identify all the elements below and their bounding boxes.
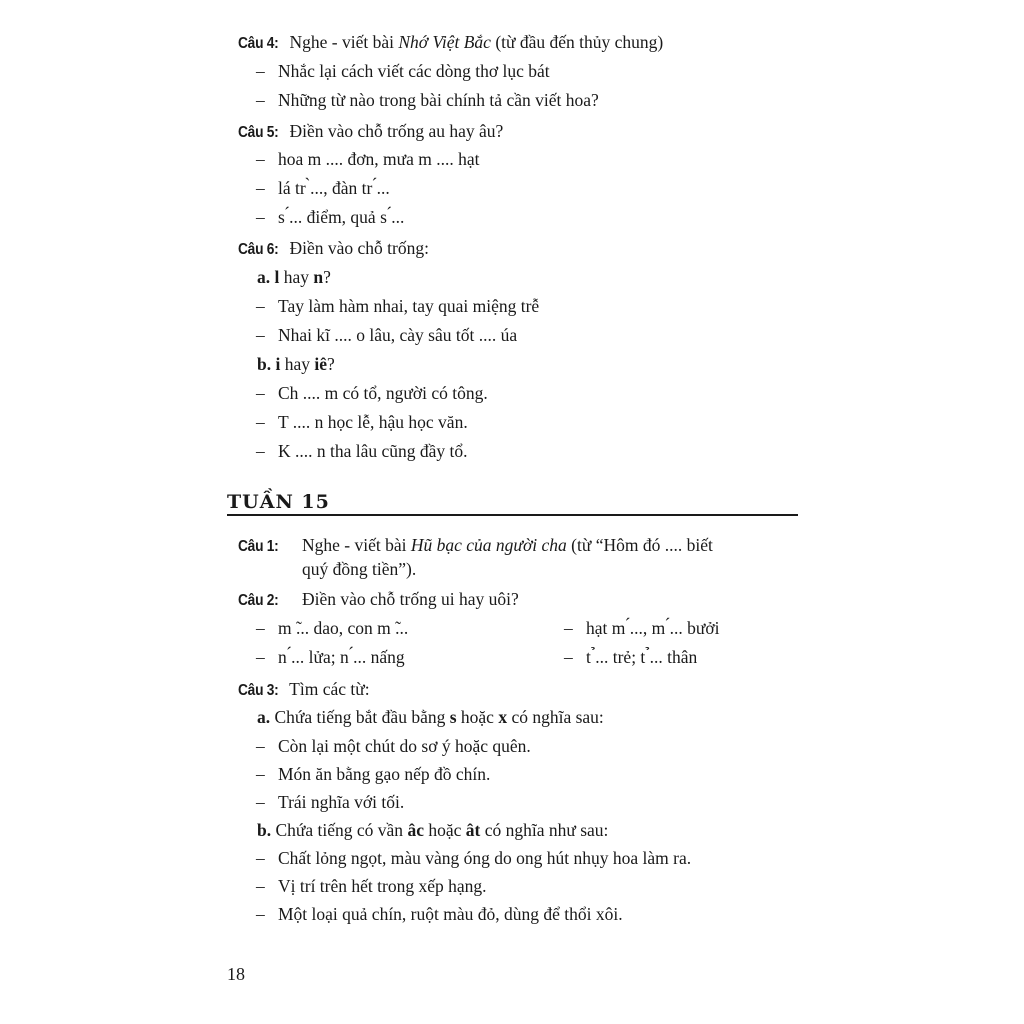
punct: ? — [327, 354, 335, 374]
dash: – — [564, 618, 573, 638]
item-text: Chất lỏng ngọt, màu vàng óng do ong hút nhụy hoa làm ra. — [278, 848, 692, 868]
dash: – — [256, 904, 265, 924]
list-item — [256, 382, 488, 404]
list-item — [564, 617, 719, 639]
item-text: hạt m ́..., m ́... bưởi — [586, 618, 720, 638]
list-item — [256, 60, 550, 82]
option: x — [498, 707, 508, 727]
dash: – — [256, 792, 265, 812]
item-text: Nhai kĩ .... o lâu, cày sâu tốt .... úa — [278, 325, 518, 345]
part-text: có nghĩa sau: — [507, 707, 604, 727]
w15-cau3-heading — [238, 678, 370, 702]
list-item — [256, 847, 691, 869]
list-item — [564, 646, 697, 668]
item-text: Tay làm hàm nhai, tay quai miệng trễ — [278, 296, 540, 316]
list-item — [256, 89, 599, 111]
dash: – — [256, 618, 265, 638]
item-text: t ̉... trẻ; t ̉... thân — [586, 647, 698, 667]
part-letter: a. — [257, 267, 271, 287]
list-item — [256, 324, 517, 346]
part-text: có nghĩa như sau: — [480, 820, 609, 840]
cau6-part-a — [257, 266, 331, 288]
item-text: n ́... lửa; n ́... nấng — [278, 647, 405, 667]
cau6-heading — [238, 237, 429, 261]
week-title: TUẦN 15 — [227, 491, 330, 513]
part-letter: b. — [257, 354, 272, 374]
cau6-label: Câu 6: — [238, 241, 279, 258]
dash: – — [256, 736, 265, 756]
cau6-text: Điền vào chỗ trống: — [285, 238, 429, 258]
dash: – — [256, 441, 265, 461]
w15-cau2-label: Câu 2: — [238, 592, 279, 609]
cau4-title: Nhớ Việt Bắc — [398, 32, 491, 52]
option: s — [449, 707, 457, 727]
connector: hay — [279, 267, 314, 287]
list-item — [256, 440, 468, 462]
cau5-heading — [238, 120, 503, 144]
page-number: 18 — [227, 964, 245, 984]
dash: – — [256, 412, 265, 432]
list-item — [256, 646, 405, 668]
item-text: s ́... điểm, quả s ́... — [278, 207, 405, 227]
list-item — [256, 148, 480, 170]
dash: – — [256, 149, 265, 169]
item-text: Những từ nào trong bài chính tả cần viết hoa? — [278, 90, 599, 110]
item-text: lá tr ̀..., đàn tr ́... — [278, 178, 390, 198]
dash: – — [256, 647, 265, 667]
connector: hay — [280, 354, 315, 374]
dash: – — [256, 876, 265, 896]
list-item — [256, 206, 404, 228]
dash: – — [256, 90, 265, 110]
w15-cau2-heading — [238, 588, 519, 612]
w15-cau1-title: Hũ bạc của người cha — [410, 535, 567, 555]
item-text: T .... n học lễ, hậu học văn. — [278, 412, 468, 432]
option: n — [313, 267, 324, 287]
w15-cau3-part-b — [257, 819, 608, 841]
w15-cau1-suffix: (từ “Hôm đó .... biết — [566, 535, 713, 555]
dash: – — [256, 325, 265, 345]
list-item — [256, 735, 531, 757]
option: l — [274, 267, 280, 287]
option: ât — [465, 820, 481, 840]
dash: – — [256, 61, 265, 81]
item-text: m ̃... dao, con m ̃... — [278, 618, 409, 638]
item-text: Nhắc lại cách viết các dòng thơ lục bát — [278, 61, 550, 81]
option: i — [275, 354, 281, 374]
cau6-part-b — [257, 353, 335, 375]
w15-cau1-line2: quý đồng tiền”). — [302, 559, 417, 579]
dash: – — [256, 207, 265, 227]
item-text: Vị trí trên hết trong xếp hạng. — [278, 876, 487, 896]
section-divider — [227, 514, 798, 516]
list-item — [256, 763, 490, 785]
cau5-label: Câu 5: — [238, 124, 279, 141]
dash: – — [256, 764, 265, 784]
item-text: hoa m .... đơn, mưa m .... hạt — [278, 149, 480, 169]
cau5-text: Điền vào chỗ trống au hay âu? — [285, 121, 504, 141]
list-item — [256, 791, 404, 813]
cau4-heading — [238, 31, 663, 55]
option: iê — [314, 354, 328, 374]
item-text: K .... n tha lâu cũng đầy tổ. — [278, 441, 468, 461]
w15-cau1-heading — [238, 534, 713, 558]
dash: – — [256, 848, 265, 868]
dash: – — [564, 647, 573, 667]
w15-cau3-label: Câu 3: — [238, 682, 279, 699]
item-text: Trái nghĩa với tối. — [278, 792, 405, 812]
list-item — [256, 875, 487, 897]
item-text: Ch .... m có tổ, người có tông. — [278, 383, 488, 403]
cau4-label: Câu 4: — [238, 35, 279, 52]
item-text: Còn lại một chút do sơ ý hoặc quên. — [278, 736, 531, 756]
list-item — [256, 903, 623, 925]
w15-cau3-part-a — [257, 706, 604, 728]
dash: – — [256, 383, 265, 403]
w15-cau3-text: Tìm các từ: — [285, 679, 370, 699]
cau4-suffix: (từ đầu đến thủy chung) — [490, 32, 664, 52]
dash: – — [256, 296, 265, 316]
item-text: Một loại quả chín, ruột màu đỏ, dùng để thổi xôi. — [278, 904, 623, 924]
w15-cau1-prefix: Nghe - viết bài — [302, 535, 411, 555]
part-letter: a. — [257, 707, 271, 727]
list-item — [256, 411, 468, 433]
option: âc — [407, 820, 424, 840]
list-item — [256, 177, 390, 199]
part-text: Chứa tiếng có vần — [271, 820, 408, 840]
item-text: Món ăn bằng gạo nếp đồ chín. — [278, 764, 491, 784]
list-item — [256, 295, 539, 317]
connector: hoặc — [423, 820, 466, 840]
w15-cau2-text: Điền vào chỗ trống ui hay uôi? — [302, 589, 519, 609]
dash: – — [256, 178, 265, 198]
list-item — [256, 617, 408, 639]
part-letter: b. — [257, 820, 272, 840]
w15-cau1-label: Câu 1: — [238, 538, 279, 555]
punct: ? — [323, 267, 331, 287]
part-text: Chứa tiếng bắt đầu bằng — [270, 707, 450, 727]
cau4-prefix: Nghe - viết bài — [285, 32, 399, 52]
connector: hoặc — [456, 707, 499, 727]
